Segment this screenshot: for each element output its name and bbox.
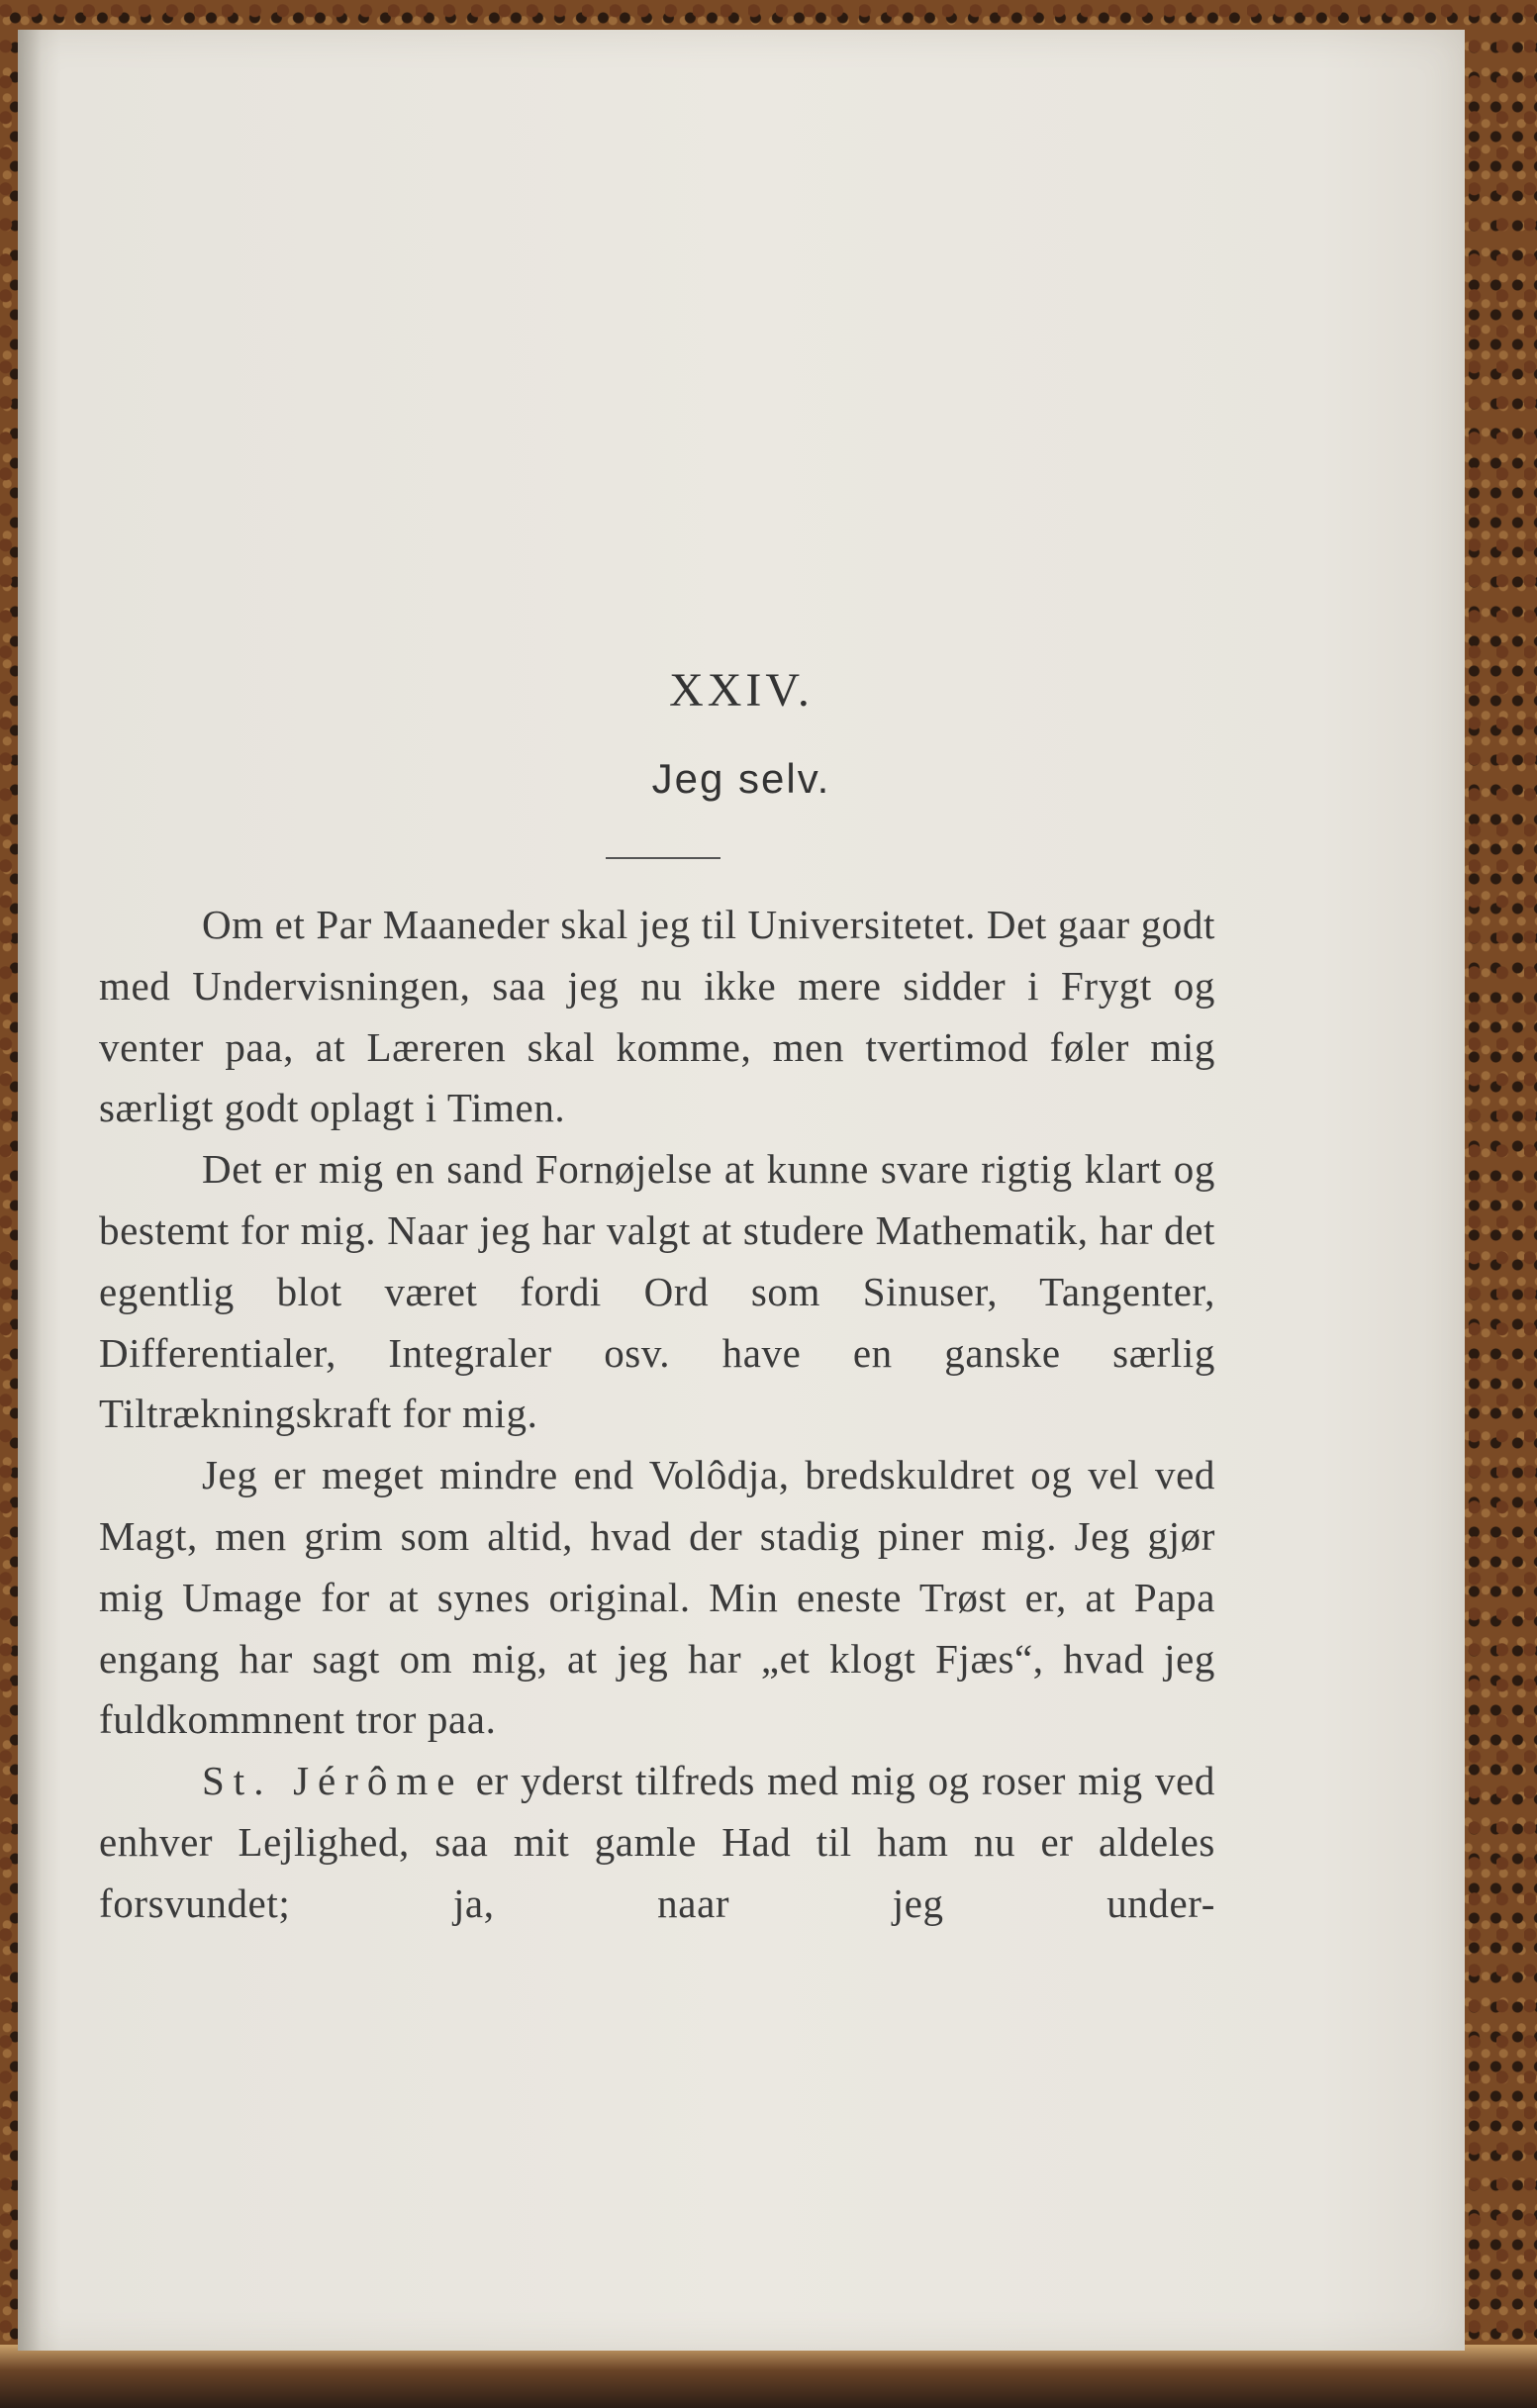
paragraph: Det er mig en sand Fornøjelse at kunne svare rigtig klart og bestemt for mig. Naar jeg har valgt at studere Mathematik, har det egentlig blot været fordi Ord som Sinuser, Tangenter, Differentialer, Integraler osv. have en ganske særlig Tiltrækningskraft for mig. [99, 1146, 1215, 1437]
chapter-title: Jeg selv. [651, 755, 831, 802]
book-page [18, 30, 1465, 2351]
title-divider [606, 857, 720, 859]
chapter-number: XXIV. [669, 664, 814, 717]
book-bottom-edge [0, 2345, 1537, 2408]
paragraph-text: er yderst tilfreds med mig og roser mig ved enhver Lejlighed, saa mit gamle Had til ham nu er aldeles forsvundet; ja, naar jeg under- [99, 1758, 1215, 1926]
spine-shadow [18, 30, 42, 2351]
body-text [99, 895, 1215, 1935]
paragraph [99, 1751, 1215, 1934]
spaced-name: St. Jérôme [202, 1758, 464, 1804]
paragraph: Om et Par Maaneder skal jeg til Universitetet. Det gaar godt med Undervisningen, saa jeg nu ikke mere sidder i Frygt og venter paa, at Læreren skal komme, men tvertimod føler mig særligt godt oplagt i Timen. [99, 902, 1215, 1131]
paragraph: Jeg er meget mindre end Volôdja, bredskuldret og vel ved Magt, men grim som altid, hvad der stadig piner mig. Jeg gjør mig Umage for at synes original. Min eneste Trøst er, at Papa engang har sagt om mig, at jeg har „et klogt Fjæs“, hvad jeg fuldkommnent tror paa. [99, 1452, 1215, 1743]
